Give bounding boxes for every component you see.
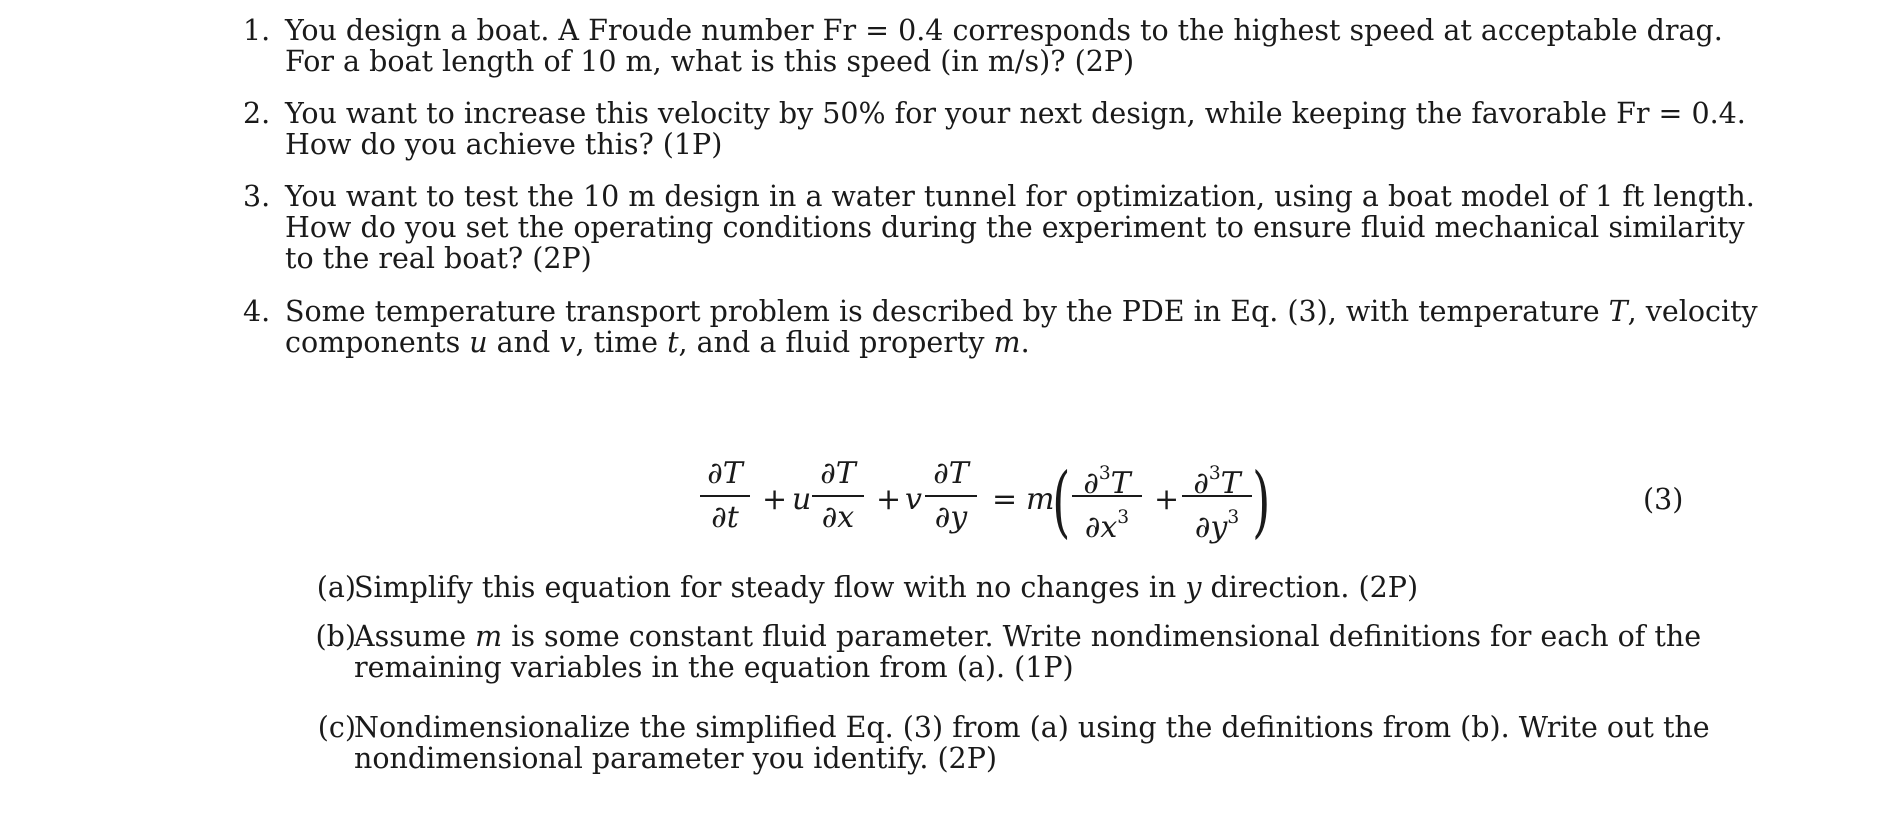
question-text-line: You want to test the 10 m design in a water tunnel for optimization, using a boat model of 1 ft length.: [285, 180, 1755, 213]
variable-v: v: [905, 482, 922, 517]
variable-m: m: [1026, 482, 1055, 517]
subpart-text-line: Assume m is some constant fluid parameter. Write nondimensional definitions for each of the: [354, 620, 1702, 653]
question-text-line: For a boat length of 10 m, what is this speed (in m/s)? (2P): [285, 45, 1135, 78]
plus-sign: +: [1154, 482, 1180, 517]
equals-sign: =: [992, 482, 1018, 517]
subpart-text-line: Simplify this equation for steady flow with no changes in y direction. (2P): [354, 571, 1419, 604]
question-text-line: components u and v, time t, and a fluid property m.: [285, 326, 1030, 359]
subpart-text-line: remaining variables in the equation from (a). (1P): [354, 651, 1074, 684]
fraction-d3T-dy3: ∂$^3$T $\partial y^3$: [1182, 455, 1252, 537]
question-text-line: How do you set the operating conditions during the experiment to ensure fluid mechanical similarity: [285, 211, 1745, 244]
pde-equation: [700, 455, 1271, 555]
left-paren: (: [1052, 457, 1071, 547]
question-text-line: Some temperature transport problem is described by the PDE in Eq. (3), with temperature T, velocity: [285, 295, 1758, 328]
fraction-dT-dt: ∂T ∂t: [700, 455, 750, 537]
subpart-label: (b): [315, 620, 356, 653]
fraction-dT-dx: ∂T ∂x: [812, 455, 864, 537]
question-text-line: to the real boat? (2P): [285, 242, 592, 275]
question-number: 2.: [243, 97, 271, 130]
fraction-d3T-dx3: ∂$^3$T $\partial x^3$: [1072, 455, 1142, 537]
question-number: 3.: [243, 180, 271, 213]
plus-sign: +: [876, 482, 902, 517]
question-text-line: You design a boat. A Froude number Fr = 0.4 corresponds to the highest speed at acceptable drag.: [285, 14, 1723, 47]
subpart-text-line: Nondimensionalize the simplified Eq. (3) from (a) using the definitions from (b). Write out the: [354, 711, 1710, 744]
question-text-line: You want to increase this velocity by 50% for your next design, while keeping the favorable Fr = 0.4.: [285, 97, 1746, 130]
fraction-dT-dy: ∂T ∂y: [925, 455, 977, 537]
question-text-line: How do you achieve this? (1P): [285, 128, 723, 161]
equation-number: (3): [1643, 483, 1684, 516]
question-number: 4.: [243, 295, 271, 328]
plus-sign: +: [762, 482, 788, 517]
right-paren: ): [1252, 457, 1271, 547]
subpart-text-line: nondimensional parameter you identify. (2P): [354, 742, 997, 775]
subpart-label: (c): [317, 711, 356, 744]
question-number: 1.: [243, 14, 271, 47]
subpart-label: (a): [316, 571, 356, 604]
variable-u: u: [792, 482, 812, 517]
